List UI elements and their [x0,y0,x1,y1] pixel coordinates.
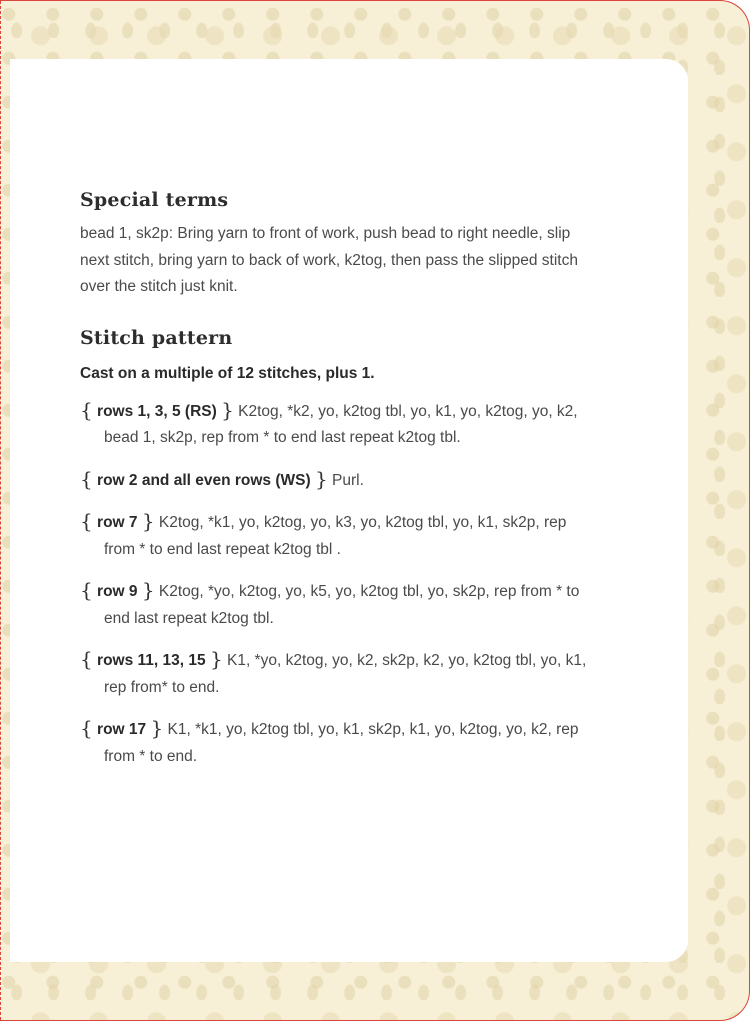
cast-on-instruction: Cast on a multiple of 12 stitches, plus 1. [80,364,375,382]
open-brace: { [80,716,93,740]
pattern-row [80,646,600,701]
row-instructions: K2tog, *k2, yo, k2tog tbl, yo, k1, yo, k2tog, yo, k2, bead 1, sk2p, rep from * to end last repeat k2tog tbl. [104,402,578,446]
open-brace: { [80,397,93,422]
content-panel [10,59,688,962]
pattern-row [80,466,600,495]
pattern-row [80,715,600,770]
open-brace: { [80,578,93,602]
row-instructions: Purl. [332,471,364,489]
open-brace: { [80,647,93,671]
row-label: row 2 and all even rows (WS) [97,471,311,489]
close-brace: } [141,509,155,533]
row-label: rows 1, 3, 5 (RS) [97,402,217,420]
row-instructions: K2tog, *yo, k2tog, yo, k5, yo, k2tog tbl, yo, sk2p, rep from * to end last repeat k2tog tbl. [104,583,580,627]
close-brace: } [314,466,328,491]
row-label: row 9 [97,583,138,600]
special-terms-text: bead 1, sk2p: Bring yarn to front of work, push bead to right needle, slip next stitch, bring yarn to back of work, k2tog, then pass the slipped stitch over the stitch just knit. [80,225,578,295]
row-instructions: K2tog, *k1, yo, k2tog, yo, k3, yo, k2tog tbl, yo, k1, sk2p, rep from * to end last repeat k2tog tbl . [104,514,567,558]
open-brace: { [80,466,93,491]
special-terms-heading: Special terms [80,189,229,211]
stitch-pattern-heading: Stitch pattern [80,326,233,349]
close-brace: } [141,578,155,602]
row-label: row 7 [97,514,138,531]
pattern-row [80,508,600,563]
close-brace: } [150,716,164,740]
row-label: row 17 [97,721,147,738]
pattern-row [80,577,600,632]
close-brace: } [221,397,234,422]
row-instructions: K1, *yo, k2tog, yo, k2, sk2p, k2, yo, k2tog tbl, yo, k1, rep from* to end. [104,652,587,696]
open-brace: { [80,509,93,533]
pattern-content [80,189,600,770]
close-brace: } [209,647,223,671]
row-instructions: K1, *k1, yo, k2tog tbl, yo, k1, sk2p, k1, yo, k2tog, yo, k2, rep from * to end. [104,721,579,765]
pattern-row [80,397,600,452]
row-label: rows 11, 13, 15 [97,652,206,669]
